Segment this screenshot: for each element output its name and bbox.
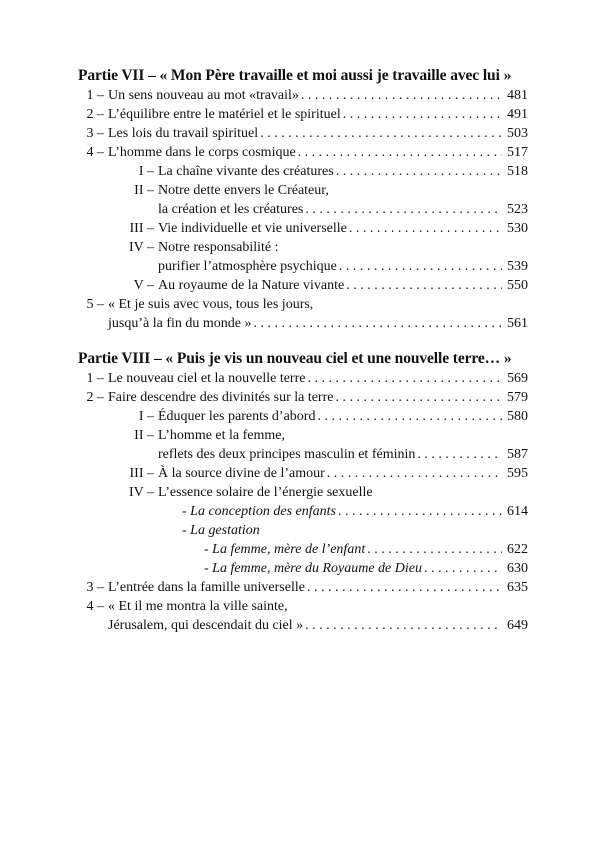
dot-leader (305, 200, 502, 219)
entry-title: L’homme dans le corps cosmique (108, 145, 296, 160)
toc-entry (78, 276, 528, 295)
dot-leader (343, 105, 502, 124)
toc-entry (78, 464, 528, 483)
entry-title-continued: purifier l’atmosphère psychique (158, 259, 337, 274)
page-number: 649 (507, 618, 528, 633)
dot-leader (335, 388, 502, 407)
toc-entry (78, 238, 528, 257)
dot-leader (327, 464, 502, 483)
dot-leader (339, 257, 502, 276)
entry-title: « Et je suis avec vous, tous les jours, (108, 297, 314, 312)
dot-leader (305, 616, 502, 635)
entry-number: IV – (128, 485, 154, 500)
entry-title: Éduquer les parents d’abord (158, 409, 316, 424)
page-number: 530 (507, 221, 528, 236)
entry-number: I – (138, 409, 154, 424)
entry-title: L’équilibre entre le matériel et le spirituel (108, 107, 341, 122)
toc-entry (78, 502, 528, 521)
entry-number: II – (134, 428, 154, 443)
toc-entry (78, 143, 528, 162)
dot-leader (417, 445, 502, 464)
page-number: 561 (507, 316, 528, 331)
toc-entry-continuation (78, 445, 528, 464)
entry-title-continued: jusqu’à la fin du monde » (108, 316, 252, 331)
entry-title: - La conception des enfants (182, 504, 336, 519)
entry-title: L’essence solaire de l’énergie sexuelle (158, 485, 373, 500)
entry-number: 2 – (86, 107, 104, 122)
dot-leader (307, 369, 502, 388)
entry-title: « Et il me montra la ville sainte, (108, 599, 288, 614)
toc-entry (78, 578, 528, 597)
dot-leader (260, 124, 502, 143)
entry-title: Le nouveau ciel et la nouvelle terre (108, 371, 306, 386)
entry-number: III – (129, 221, 154, 236)
entry-title-continued: Jérusalem, qui descendait du ciel » (108, 618, 304, 633)
toc-entry-continuation (78, 314, 528, 333)
entry-title: Vie individuelle et vie universelle (158, 221, 347, 236)
toc-entry (78, 86, 528, 105)
page-number: 630 (507, 561, 528, 576)
toc-entry (78, 426, 528, 445)
dot-leader (307, 578, 502, 597)
part-title: Partie VIII – « Puis je vis un nouveau ciel et une nouvelle terre… » (78, 350, 512, 367)
entry-title-continued: la création et les créatures (158, 202, 304, 217)
table-of-contents (78, 66, 528, 635)
dot-leader (301, 86, 502, 105)
page-number: 614 (507, 504, 528, 519)
toc-entry (78, 124, 528, 143)
toc-entry (78, 181, 528, 200)
section-gap (78, 333, 528, 349)
entry-number: III – (129, 466, 154, 481)
dot-leader (253, 314, 502, 333)
entry-number: 4 – (86, 599, 104, 614)
page-number: 481 (507, 88, 528, 103)
entry-title: Un sens nouveau au mot «travail» (108, 88, 299, 103)
entry-title: L’homme et la femme, (158, 428, 285, 443)
toc-entry (78, 295, 528, 314)
dot-leader (317, 407, 502, 426)
page-number: 503 (507, 126, 528, 141)
entry-title: Notre dette envers le Créateur, (158, 183, 329, 198)
entry-title: Faire descendre des divinités sur la terre (108, 390, 334, 405)
toc-entry (78, 521, 528, 540)
entry-number: 3 – (86, 126, 104, 141)
page-number: 622 (507, 542, 528, 557)
entry-title: - La femme, mère du Royaume de Dieu (204, 561, 422, 576)
entry-number: 4 – (86, 145, 104, 160)
part-title: Partie VII – « Mon Père travaille et moi aussi je travaille avec lui » (78, 67, 512, 84)
toc-entry (78, 219, 528, 238)
page-number: 550 (507, 278, 528, 293)
toc-entry (78, 597, 528, 616)
entry-number: II – (134, 183, 154, 198)
page-number: 518 (507, 164, 528, 179)
toc-entry-continuation (78, 616, 528, 635)
entry-title: - La gestation (182, 523, 260, 538)
page-number: 517 (507, 145, 528, 160)
toc-entry (78, 407, 528, 426)
entry-title: La chaîne vivante des créatures (158, 164, 334, 179)
toc-entry (78, 483, 528, 502)
dot-leader (338, 502, 502, 521)
dot-leader (349, 219, 502, 238)
entry-number: IV – (128, 240, 154, 255)
page-number: 569 (507, 371, 528, 386)
toc-entry (78, 162, 528, 181)
page-number: 539 (507, 259, 528, 274)
entry-title: - La femme, mère de l’enfant (204, 542, 366, 557)
toc-entry (78, 540, 528, 559)
entry-title-continued: reflets des deux principes masculin et féminin (158, 447, 416, 462)
entry-number: 2 – (86, 390, 104, 405)
toc-entry (78, 559, 528, 578)
entry-title: Au royaume de la Nature vivante (158, 278, 345, 293)
toc-entry (78, 105, 528, 124)
entry-number: V – (133, 278, 154, 293)
entry-number: 3 – (86, 580, 104, 595)
entry-title: L’entrée dans la famille universelle (108, 580, 305, 595)
dot-leader (367, 540, 502, 559)
dot-leader (298, 143, 502, 162)
page-number: 595 (507, 466, 528, 481)
page-number: 491 (507, 107, 528, 122)
page-number: 587 (507, 447, 528, 462)
toc-entry-continuation (78, 257, 528, 276)
entry-number: 5 – (86, 297, 104, 312)
dot-leader (336, 162, 502, 181)
entry-number: 1 – (86, 88, 104, 103)
entry-number: 1 – (86, 371, 104, 386)
dot-leader (424, 559, 502, 578)
toc-entry-continuation (78, 200, 528, 219)
page-number: 523 (507, 202, 528, 217)
page-number: 580 (507, 409, 528, 424)
entry-title: Les lois du travail spirituel (108, 126, 259, 141)
dot-leader (346, 276, 502, 295)
entry-title: Notre responsabilité : (158, 240, 279, 255)
page-number: 579 (507, 390, 528, 405)
entry-title: À la source divine de l’amour (158, 466, 325, 481)
page-number: 635 (507, 580, 528, 595)
toc-entry (78, 369, 528, 388)
entry-number: I – (138, 164, 154, 179)
toc-entry (78, 388, 528, 407)
